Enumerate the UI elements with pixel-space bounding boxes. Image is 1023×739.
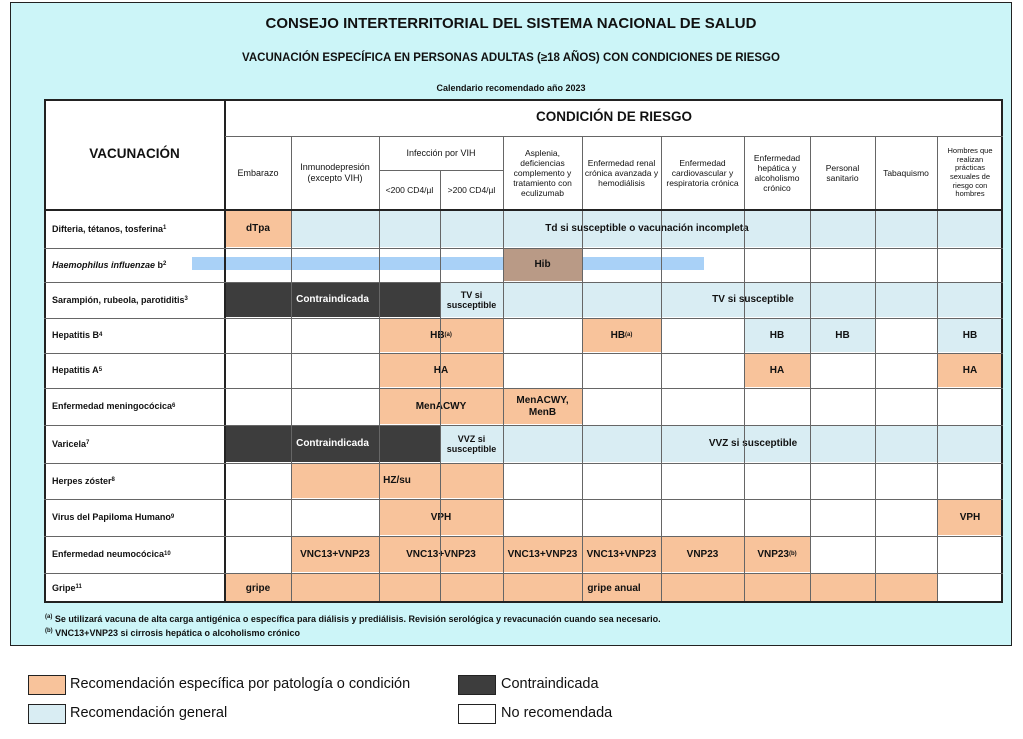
tv-susceptible-text: susceptible <box>446 300 497 310</box>
bar-ha-hepatica: HA <box>744 354 810 387</box>
grid-hline <box>44 499 1003 500</box>
legend-swatch-specific <box>28 675 66 695</box>
row-sarampion-sup: 3 <box>184 296 188 303</box>
grid-vline <box>661 136 662 603</box>
row-meningococica-sup: 6 <box>172 402 176 409</box>
row-label-sarampion <box>44 282 225 318</box>
col-inmunodepresion: Inmunodepresión (excepto VIH) <box>300 162 370 183</box>
col-vih-low: <200 CD4/µl <box>385 184 434 195</box>
footnote-b <box>45 628 300 638</box>
bar-gripe-embarazo: gripe <box>225 574 291 603</box>
footnote-a <box>45 614 661 624</box>
col-hsh: Hombres que realizan prácticas sexuales de riesgo con hombres <box>947 146 993 199</box>
row-gripe-sup: 11 <box>75 584 82 591</box>
grid-hline <box>44 248 1003 249</box>
bar-vnp23-hepatica <box>744 537 810 572</box>
grid-hline <box>44 282 1003 283</box>
bar-menacwy-vih: MenACWY <box>379 389 503 424</box>
row-neumococica-text: Enfermedad neumocócica <box>52 549 165 560</box>
footnote-b-sup: (b) <box>45 628 53 634</box>
bar-tv-vih <box>440 283 503 317</box>
grid-vline <box>224 99 226 603</box>
row-gripe-text: Gripe <box>52 582 76 593</box>
bar-hb-vih <box>379 319 503 352</box>
col-hepatica: Enfermedad hepática y alcoholismo crónico <box>753 152 801 194</box>
document-subtitle: VACUNACIÓN ESPECÍFICA EN PERSONAS ADULTAS (≥18 AÑOS) CON CONDICIONES DE RIESGO <box>242 52 780 64</box>
row-label-difteria <box>44 210 225 248</box>
col-asplenia: Asplenia, deficiencias complemento y tratamiento con eculizumab <box>513 147 572 199</box>
bar-menacwy-menb <box>503 389 582 424</box>
legend-swatch-not-recommended <box>458 704 496 724</box>
row-difteria-sup: 1 <box>163 225 167 232</box>
row-herpes-sup: 8 <box>111 477 115 484</box>
col-tabaquismo: Tabaquismo <box>883 167 929 178</box>
vvz-susceptible-text: susceptible <box>446 444 497 454</box>
grid-vline <box>291 136 292 603</box>
footnote-b-text: VNC13+VNP23 si cirrosis hepática o alcoholismo crónico <box>52 628 301 638</box>
vnp23-hepatica-text: VNP23 <box>757 548 789 560</box>
legend-specific: Recomendación específica por patología o condición <box>70 676 411 692</box>
grid-hline <box>44 573 1003 574</box>
grid-hline <box>225 136 1003 137</box>
row-label-varicela <box>44 425 225 463</box>
grid-vline <box>44 99 46 603</box>
bar-td-general: Td si susceptible o vacunación incompleta <box>291 211 1003 247</box>
hb-vih-text: HB <box>430 329 445 341</box>
bar-varicela-contraindicada: Contraindicada <box>225 426 440 462</box>
col-vih-high: >200 CD4/µl <box>447 184 496 195</box>
vaccination-table <box>44 99 1003 603</box>
row-papiloma-sup: 9 <box>170 513 175 520</box>
bar-vnc13-vih: VNC13+VNP23 <box>379 537 503 572</box>
legend-swatch-general <box>28 704 66 724</box>
grid-hline <box>44 463 1003 464</box>
col-cardio: Enfermedad cardiovascular y respiratoria crónica <box>666 157 739 189</box>
row-hepatitis-b-sup: 4 <box>99 331 103 338</box>
calendar-year: Calendario recomendado año 2023 <box>436 83 586 93</box>
bar-tv-general: TV si susceptible <box>503 283 1003 317</box>
grid-vline <box>440 170 441 603</box>
bar-gripe-anual: gripe anual <box>291 574 937 603</box>
row-sarampion-text: Sarampión, rubeola, parotiditis <box>52 294 185 305</box>
menacwy-menb-line1: MenACWY, <box>516 395 569 406</box>
row-haemophilus-rest: b <box>155 259 164 270</box>
bar-vnc13-inmuno: VNC13+VNP23 <box>291 537 379 572</box>
vnp23-hepatica-sup: (b) <box>789 551 797 558</box>
row-hepatitis-a-sup: 5 <box>98 366 103 373</box>
grid-hline <box>44 388 1003 389</box>
document-panel <box>10 2 1012 646</box>
row-label-haemophilus <box>44 248 225 282</box>
bar-vvz-general: VVZ si susceptible <box>503 426 1003 462</box>
tv-si-text: TV si <box>460 289 483 300</box>
bar-hib: Hib <box>503 249 582 281</box>
bar-dtpa: dTpa <box>225 211 291 247</box>
document-title: CONSEJO INTERTERRITORIAL DEL SISTEMA NACIONAL DE SALUD <box>265 15 757 32</box>
row-herpes-text: Herpes zóster <box>52 475 112 486</box>
legend-swatch-contraindicated <box>458 675 496 695</box>
grid-hline <box>44 99 1003 101</box>
col-sanitario: Personal sanitario <box>825 162 860 183</box>
row-label-herpes <box>44 463 225 499</box>
col-vih: Infección por VIH <box>406 147 476 158</box>
grid-hline <box>44 425 1003 426</box>
grid-hline <box>379 170 503 171</box>
grid-hline <box>44 536 1003 537</box>
row-label-neumococica <box>44 536 225 573</box>
hb-vih-sup: (a) <box>444 332 452 339</box>
legend-contraindicated: Contraindicada <box>501 676 599 692</box>
bar-hz: HZ/su <box>291 464 503 498</box>
row-label-hepatitis-a <box>44 353 225 388</box>
bar-vvz-vih <box>440 426 503 462</box>
grid-vline <box>810 136 811 603</box>
row-label-hepatitis-b <box>44 318 225 353</box>
bar-vnp23-cardio: VNP23 <box>661 537 744 572</box>
grid-vline <box>937 136 938 603</box>
bar-ha-vih: HA <box>379 354 503 387</box>
bar-vph-hsh: VPH <box>937 500 1003 535</box>
hb-renal-text: HB <box>610 329 626 341</box>
legend-not-recommended: No recomendada <box>501 705 613 721</box>
bar-hib-line <box>192 257 704 270</box>
legend-general: Recomendación general <box>70 705 228 721</box>
footnote-a-sup: (a) <box>45 614 53 620</box>
col-embarazo: Embarazo <box>237 167 279 178</box>
grid-hline <box>44 601 1003 603</box>
bar-vnc13-renal: VNC13+VNP23 <box>582 537 661 572</box>
vacunacion-header: VACUNACIÓN <box>89 146 180 162</box>
grid-hline <box>44 318 1003 319</box>
row-varicela-sup: 7 <box>86 440 90 447</box>
grid-vline <box>379 136 380 603</box>
bar-ha-hsh: HA <box>937 354 1003 387</box>
row-varicela-text: Varicela <box>52 438 87 449</box>
row-haemophilus-italic: Haemophilus influenzae <box>52 259 156 270</box>
row-label-meningococica <box>44 388 225 425</box>
bar-hb-hsh: HB <box>937 319 1003 352</box>
grid-hline <box>44 353 1003 354</box>
vvz-si-text: VVZ si <box>457 433 486 444</box>
col-renal: Enfermedad renal crónica avanzada y hemodiálisis <box>584 157 659 189</box>
bar-vph-vih: VPH <box>379 500 503 535</box>
row-hepatitis-b-text: Hepatitis B <box>52 330 100 341</box>
grid-vline <box>875 136 876 603</box>
row-label-papiloma <box>44 499 225 536</box>
row-hepatitis-a-text: Hepatitis A <box>52 365 99 376</box>
grid-vline <box>582 136 583 603</box>
bar-hb-sanitario: HB <box>810 319 875 352</box>
row-haemophilus-sup: 2 <box>163 261 167 268</box>
row-label-gripe <box>44 573 225 603</box>
grid-vline <box>1001 99 1003 603</box>
bar-hb-renal <box>582 319 661 352</box>
grid-vline <box>744 136 745 603</box>
row-meningococica-text: Enfermedad meningocócica <box>52 401 173 412</box>
row-neumococica-sup: 10 <box>164 550 171 557</box>
grid-hline <box>44 209 1003 211</box>
bar-vnc13-asplenia: VNC13+VNP23 <box>503 537 582 572</box>
bar-sarampion-contraindicada: Contraindicada <box>225 283 440 317</box>
bar-hb-hepatica: HB <box>744 319 810 352</box>
grid-vline <box>503 136 504 603</box>
condicion-header: CONDICIÓN DE RIESGO <box>535 109 692 125</box>
row-papiloma-text: Virus del Papiloma Humano <box>52 512 171 523</box>
footnote-a-text: Se utilizará vacuna de alta carga antigénica o específica para diálisis y prediálisis. Revisión serológica y revacunación cuando sea necesario. <box>52 614 661 624</box>
hb-renal-sup: (a) <box>625 332 633 339</box>
menacwy-menb-line2: MenB <box>528 406 557 418</box>
row-difteria-text: Difteria, tétanos, tosferina <box>52 223 164 234</box>
